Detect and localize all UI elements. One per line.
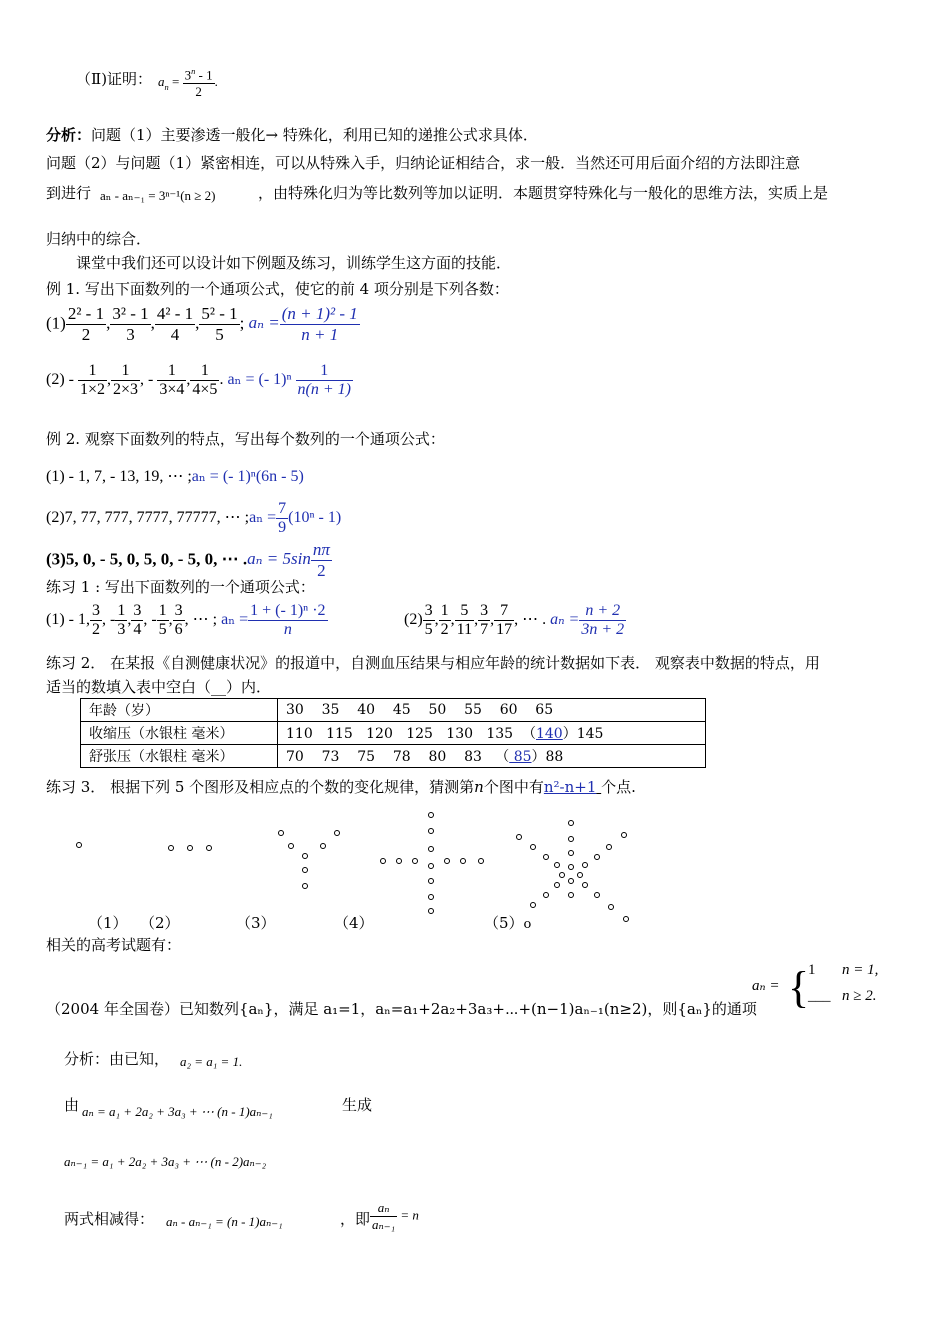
figure-dot — [444, 858, 450, 864]
figure-label-2: （2） — [140, 914, 180, 932]
figure-dot — [334, 830, 340, 836]
practice-1-q2-answer: aₙ = $\frac{n + 2}{3n + 2}$ — [550, 602, 625, 638]
figure-dot — [478, 858, 484, 864]
figure-dot — [302, 867, 308, 873]
example-1-q1-answer: aₙ = $\frac{\text{(n + 1)² - 1}}{n + 1}$ — [248, 304, 358, 344]
table-row — [81, 722, 706, 745]
solution-label: 分析：由已知， — [64, 1050, 170, 1068]
figure-dot — [428, 908, 434, 914]
solution-subtract-label: 两式相减得： — [64, 1210, 155, 1228]
figure-dot — [396, 858, 402, 864]
analysis-line-3-formula: aₙ - aₙ₋₁ = 3ⁿ⁻¹(n ≥ 2) — [100, 188, 216, 203]
example-2-q2: (2)7, 77, 777, 7777, 77777, ⋯ ;aₙ = $\frac{7}{9}$ (10ⁿ - 1) — [46, 500, 342, 536]
figure-dot — [428, 828, 434, 834]
figure-dot — [530, 844, 536, 850]
figure-dot — [187, 845, 193, 851]
figure-dot — [623, 916, 629, 922]
solution-eq-2: aₙ = a₁ + 2a₂ + 3a₃ + ⋯ (n - 1)aₙ₋₁ — [82, 1104, 273, 1119]
figure-dot — [554, 862, 560, 868]
practice-2-line-2: 适当的数填入表中空白（__）内． — [46, 678, 272, 696]
practice-1-q1: (1) - 1, $\frac{3}{2}$ , - $\frac{1}{3}$ , $\frac{3}{4}$ , - $\frac{1}{5}$ , $\frac{3}{6}$ , ⋯ ; aₙ = $\frac{\text{1 + (- 1)ⁿ ·2}}{n}$ — [46, 602, 326, 638]
example-2-q3-answer: aₙ = 5sin $\frac{n\pi}{2}$ — [247, 540, 330, 580]
figure-dot — [428, 878, 434, 884]
analysis-line-2: 问题（2）与问题（1）紧密相连，可以从特殊入手，归纳论证相结合，求一般．当然还可用后面介绍的方法即注意 — [46, 154, 801, 172]
practice-3-line: 练习 3． 根据下列 5 个图形及相应点的个数的变化规律，猜测第n个图中有n²-n+1 个点. — [46, 778, 636, 796]
figure-label-1: （1） — [88, 914, 128, 932]
solution-eq-1: a₂ = a₁ = 1. — [180, 1054, 243, 1069]
classroom-line: 课堂中我们还可以设计如下例题及练习，训练学生这方面的技能． — [76, 254, 512, 272]
row-values: 70 73 75 78 80 83 （ 85）88 — [278, 745, 706, 768]
figure-dot — [568, 864, 574, 870]
fill-answer: 85 — [509, 749, 532, 765]
analysis-line-3a: 到进行 — [46, 184, 92, 202]
example-2-q3: (3)5, 0, - 5, 0, 5, 0, - 5, 0, ⋯ .aₙ = 5sin $\frac{n\pi}{2}$ — [46, 540, 330, 580]
figure-dot — [412, 858, 418, 864]
analysis-label: 分析： — [46, 126, 92, 144]
figure-dot — [606, 844, 612, 850]
example-2-q2-answer: aₙ = $\frac{7}{9}$ (10ⁿ - 1) — [249, 500, 342, 536]
figure-dot — [543, 854, 549, 860]
related-title: 相关的高考试题有： — [46, 936, 182, 954]
practice-1-title: 练习 1 : 写出下面数列的一个通项公式： — [46, 578, 315, 596]
solution-by: 由 — [64, 1096, 80, 1114]
figure-dot — [288, 843, 294, 849]
row-values: 30 35 40 45 50 55 60 65 — [278, 699, 706, 722]
figure-dot — [568, 820, 574, 826]
figure-dot — [568, 850, 574, 856]
blood-pressure-table — [80, 698, 706, 768]
practice-1-q1-answer: aₙ = $\frac{\text{1 + (- 1)ⁿ ·2}}{n}$ — [221, 602, 326, 638]
figure-label-5: （5）o — [484, 914, 532, 932]
proof-label: （Ⅱ)证明： — [76, 70, 153, 88]
practice-2-line-1: 练习 2． 在某报《自测健康状况》的报道中，自测血压结果与相应年龄的统计数据如下表． 观察表中数据的特点，用 — [46, 654, 820, 672]
figure-dot — [608, 904, 614, 910]
row-values: 110 115 120 125 130 135 （140）145 — [278, 722, 706, 745]
figure-dot — [428, 894, 434, 900]
figure-dot — [428, 863, 434, 869]
term-frac: $\frac{\text{4² - 1}}{4}$ — [156, 304, 194, 344]
solution-eq-4: aₙ - aₙ₋₁ = (n - 1)aₙ₋₁ — [166, 1214, 283, 1229]
example-2-q1-answer: aₙ = (- 1)ⁿ(6n - 5) — [191, 468, 304, 485]
table-row — [81, 745, 706, 768]
row-label: 收缩压（水银柱 毫米） — [81, 722, 278, 745]
figure-dot — [428, 846, 434, 852]
example-1-q2: (2) - $\frac{1}{1\times 2}$ , $\frac{1}{2\times 3}$ , - $\frac{1}{3\times 4}$ , $\frac{1}{4\times 5}$ . aₙ = (- 1)ⁿ $\frac{1}{n(n + 1)}$ — [46, 362, 351, 398]
proof-formula: $a_n$ = $\frac{3^n - 1}{2}$ . — [158, 66, 218, 100]
figure-dot — [168, 845, 174, 851]
row-label: 年龄（岁） — [81, 699, 278, 722]
figure-dot — [582, 862, 588, 868]
example-2-q1: (1) - 1, 7, - 13, 19, ⋯ ;aₙ = (- 1)ⁿ(6n - 5) — [46, 468, 304, 485]
figure-dot — [594, 892, 600, 898]
figure-label-4: （4） — [334, 914, 374, 932]
gaokao-question: （2004 年全国卷）已知数列{aₙ}，满足 a₁=1，aₙ=a₁+2a₂+3a₃+⋯+(n−1)aₙ₋₁(n≥2)，则{aₙ}的通项 — [46, 1000, 757, 1018]
example-1-q2-answer: aₙ = (- 1)ⁿ $\frac{1}{n(n + 1)}$ — [227, 362, 351, 398]
solution-eq-3: aₙ₋₁ = a₁ + 2a₂ + 3a₃ + ⋯ (n - 2)aₙ₋₂ — [64, 1154, 267, 1169]
figure-dot — [559, 872, 565, 878]
figure-dot — [530, 902, 536, 908]
figure-dot — [577, 872, 583, 878]
term-frac: $\frac{\text{2² - 1}}{2}$ — [67, 304, 105, 344]
figure-dot — [568, 892, 574, 898]
table-row — [81, 699, 706, 722]
analysis-line-3b: ，由特殊化归为等比数列等加以证明．本题贯穿特殊化与一般化的思维方法，实质上是 — [258, 184, 829, 202]
example-1-q1: (1) $\frac{\text{2² - 1}}{2}$ , $\frac{\text{3² - 1}}{3}$ , $\frac{\text{4² - 1}}{4}$ , $\frac{\text{5² - 1}}{5}$ ; aₙ = $\frac{\text{(n + 1)² - 1}}{n + 1}$ — [46, 304, 358, 344]
figure-dot — [621, 832, 627, 838]
figure-dot — [320, 843, 326, 849]
figure-dot — [554, 882, 560, 888]
figure-dot — [76, 842, 82, 848]
figure-dot — [543, 892, 549, 898]
solution-ie: ，即 — [340, 1210, 371, 1228]
practice-3-answer: n²-n+1 — [543, 778, 597, 796]
figure-dot — [568, 878, 574, 884]
row-label: 舒张压（水银柱 毫米） — [81, 745, 278, 768]
term-frac: $\frac{\text{3² - 1}}{3}$ — [112, 304, 149, 344]
analysis-line-4: 归纳中的综合． — [46, 230, 152, 248]
figure-dot — [278, 830, 284, 836]
figure-dot — [302, 883, 308, 889]
example-2-title: 例 2. 观察下面数列的特点，写出每个数列的一个通项公式： — [46, 430, 445, 448]
solution-ratio: $\frac{\text{aₙ}}{\text{aₙ₋₁}}$ = n — [372, 1200, 419, 1232]
example-1-title: 例 1. 写出下面数列的一个通项公式，使它的前 4 项分别是下列各数： — [46, 280, 509, 298]
figure-dot — [460, 858, 466, 864]
analysis-line-1: 分析：问题（1）主要渗透一般化→ 特殊化，利用已知的递推公式求具体． — [46, 126, 538, 144]
term-frac: $\frac{\text{5² - 1}}{5}$ — [201, 304, 238, 344]
figure-label-3: （3） — [236, 914, 276, 932]
fill-answer: 140 — [535, 726, 563, 742]
figure-dot — [302, 853, 308, 859]
figure-dot — [594, 854, 600, 860]
figure-dot — [206, 845, 212, 851]
figure-dot — [582, 882, 588, 888]
figure-dot — [428, 812, 434, 818]
figure-dot — [568, 836, 574, 842]
figure-dot — [516, 834, 522, 840]
solution-generate: 生成 — [342, 1096, 373, 1114]
figure-dot — [380, 858, 386, 864]
practice-1-q2: (2) $\frac{3}{5}$ , $\frac{1}{2}$ , $\frac{5}{11}$ , $\frac{3}{7}$ , $\frac{7}{17}$ , ⋯ . aₙ = $\frac{n + 2}{3n + 2}$ — [404, 602, 625, 638]
